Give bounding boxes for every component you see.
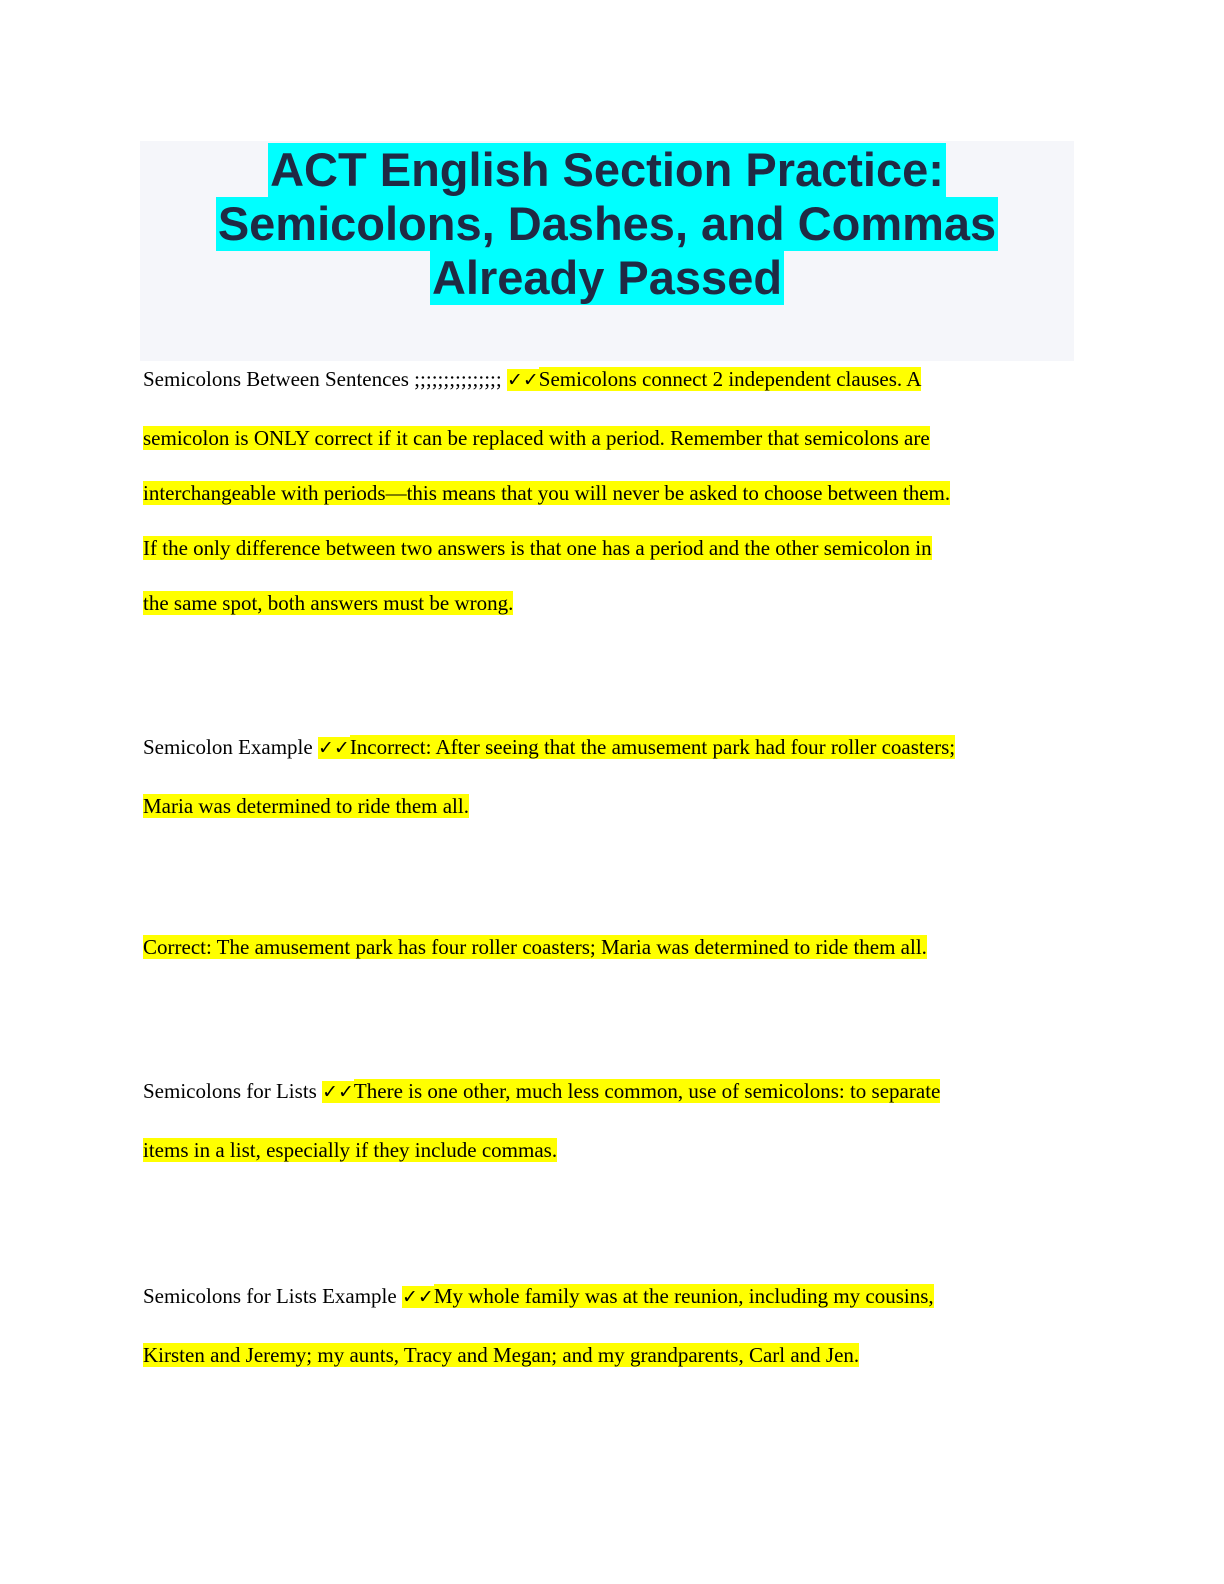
- entry-answer-line: Correct: The amusement park has four roller coasters; Maria was determined to ride them all.: [143, 935, 927, 959]
- double-check-icon: ✓✓: [506, 369, 539, 391]
- document-title-line-3: Already Passed: [431, 251, 783, 304]
- entry-answer-line: interchangeable with periods—this means that you will never be asked to choose between them.: [143, 481, 951, 505]
- entry-answer-line: There is one other, much less common, use of semicolons: to separate: [353, 1079, 941, 1103]
- entry-term: Semicolons Between Sentences ;;;;;;;;;;;;;;;: [143, 367, 507, 391]
- double-check-icon: ✓✓: [322, 1081, 354, 1103]
- entry-term: Semicolon Example: [143, 735, 318, 759]
- entry-answer-line: Semicolons connect 2 independent clauses. A: [538, 367, 922, 391]
- entry-answer-line: items in a list, especially if they include commas.: [143, 1138, 558, 1162]
- double-check-icon: ✓✓: [317, 737, 350, 759]
- entry-answer-line: Kirsten and Jeremy; my aunts, Tracy and Megan; and my grandparents, Carl and Jen.: [143, 1343, 860, 1367]
- entry-answer-line: If the only difference between two answers is that one has a period and the other semicolon in: [143, 536, 932, 560]
- title-block: [140, 141, 1074, 361]
- document-title-line-1: ACT English Section Practice:: [270, 143, 944, 196]
- entry-term: Semicolons for Lists Example: [143, 1284, 402, 1308]
- document-title-line-2: Semicolons, Dashes, and Commas: [217, 197, 997, 250]
- entry-answer-line: Incorrect: After seeing that the amusement park had four roller coasters;: [349, 735, 956, 759]
- entry-answer-line: My whole family was at the reunion, including my cousins,: [433, 1284, 934, 1308]
- entry-term: Semicolons for Lists: [143, 1079, 323, 1103]
- double-check-icon: ✓✓: [401, 1286, 434, 1308]
- entry-answer-line: the same spot, both answers must be wrong.: [143, 591, 514, 615]
- entry-answer-line: semicolon is ONLY correct if it can be replaced with a period. Remember that semicolons are: [143, 426, 930, 450]
- entry-answer-line: Maria was determined to ride them all.: [143, 794, 469, 818]
